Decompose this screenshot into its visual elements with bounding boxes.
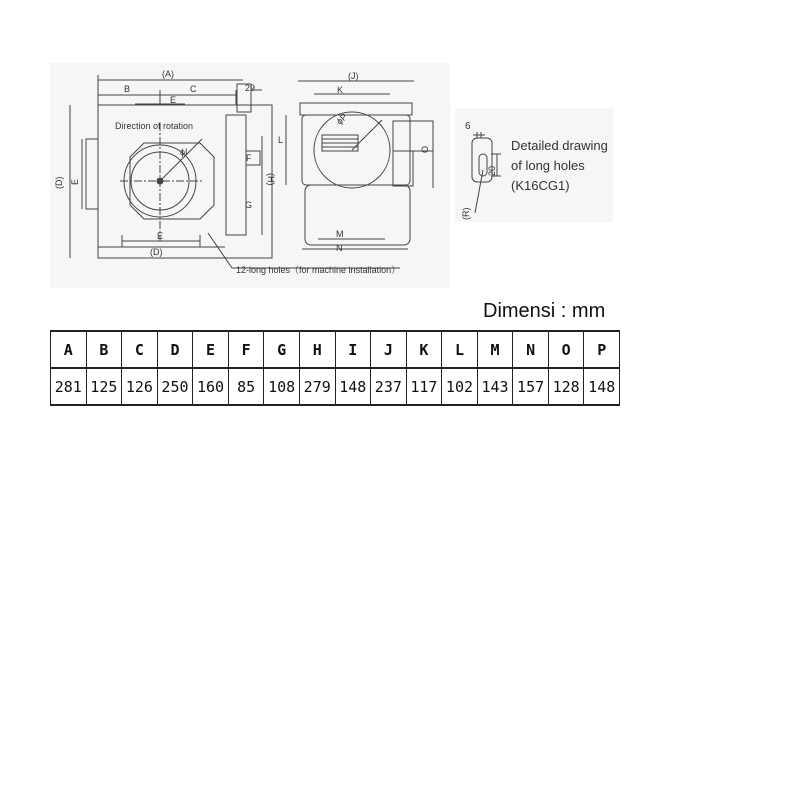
- side-scroll-housing: [302, 115, 410, 185]
- label-E: E: [170, 95, 177, 105]
- label-F: F: [246, 153, 252, 163]
- side-motor-body: [305, 185, 410, 245]
- value-cell: 117: [406, 368, 442, 405]
- label-J: (J): [348, 71, 359, 81]
- hole-detail-title-line-2: of long holes: [511, 158, 585, 173]
- label-long-holes: 12-long holes（for machine installation）: [236, 265, 401, 275]
- value-cell: 237: [371, 368, 407, 405]
- label-H: (H): [266, 173, 276, 186]
- label-C: C: [190, 84, 197, 94]
- label-G: G: [245, 200, 253, 210]
- label-phi-I: ϕI: [180, 147, 188, 157]
- label-N: N: [336, 243, 343, 253]
- value-cell: 143: [477, 368, 513, 405]
- dimension-header-row: [51, 331, 620, 368]
- value-cell: 126: [122, 368, 158, 405]
- label-6: 6: [465, 121, 471, 132]
- header-cell: K: [406, 331, 442, 368]
- value-cell: 125: [86, 368, 122, 405]
- dimension-unit-caption: Dimensi : mm: [483, 300, 606, 322]
- front-side-panel: [226, 115, 246, 235]
- label-D-left: (D): [54, 176, 64, 189]
- header-cell: J: [371, 331, 407, 368]
- value-cell: 157: [513, 368, 549, 405]
- label-A: (A): [162, 69, 174, 79]
- header-cell: H: [299, 331, 335, 368]
- label-20: 20: [487, 165, 497, 176]
- label-direction-of-rotation: Direction of rotation: [115, 121, 194, 131]
- fan-drawing-svg: [50, 63, 450, 288]
- header-cell: B: [86, 331, 122, 368]
- label-29: 29: [245, 83, 256, 93]
- value-cell: 148: [584, 368, 620, 405]
- value-cell: 281: [51, 368, 87, 405]
- value-cell: 108: [264, 368, 300, 405]
- value-cell: 102: [442, 368, 478, 405]
- header-cell: C: [122, 331, 158, 368]
- dimension-table: [50, 330, 620, 406]
- label-R: (R): [461, 207, 471, 220]
- header-cell: D: [157, 331, 193, 368]
- hole-detail-title-line-1: Detailed drawing: [511, 138, 608, 153]
- header-cell: N: [513, 331, 549, 368]
- header-cell: I: [335, 331, 371, 368]
- label-E-bottom: E: [157, 231, 164, 241]
- dimension-value-row: [51, 368, 620, 405]
- value-cell: 160: [193, 368, 229, 405]
- label-M: M: [336, 229, 344, 239]
- label-B: B: [124, 84, 131, 94]
- value-cell: 279: [299, 368, 335, 405]
- header-cell: E: [193, 331, 229, 368]
- header-cell: F: [228, 331, 264, 368]
- label-phi-P: ϕP: [334, 111, 350, 127]
- technical-drawing: [50, 63, 450, 288]
- header-cell: M: [477, 331, 513, 368]
- value-cell: 85: [228, 368, 264, 405]
- value-cell: 148: [335, 368, 371, 405]
- header-cell: L: [442, 331, 478, 368]
- label-L: L: [278, 135, 284, 145]
- long-hole-detail: [455, 108, 613, 222]
- value-cell: 128: [548, 368, 584, 405]
- label-E-left: E: [70, 178, 80, 185]
- label-O: O: [420, 145, 430, 153]
- value-cell: 250: [157, 368, 193, 405]
- long-hole-detail-svg: [455, 108, 613, 222]
- header-cell: G: [264, 331, 300, 368]
- header-cell: P: [584, 331, 620, 368]
- hole-detail-title-line-3: (K16CG1): [511, 178, 570, 193]
- header-cell: O: [548, 331, 584, 368]
- label-K: K: [337, 85, 344, 95]
- header-cell: A: [51, 331, 87, 368]
- label-D-bottom: (D): [150, 247, 163, 257]
